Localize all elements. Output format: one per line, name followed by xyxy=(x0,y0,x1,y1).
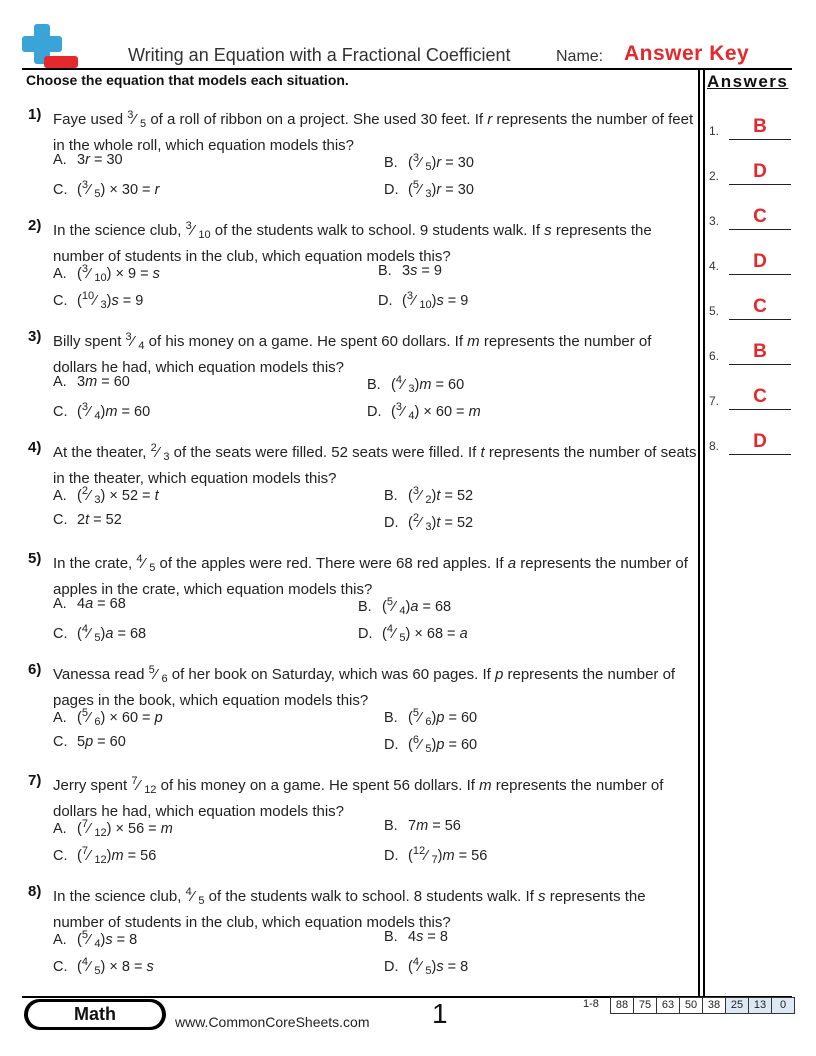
option-equation: ($^4$⁄ $_5$)a = 68 xyxy=(77,623,147,644)
option-label: A. xyxy=(53,266,67,282)
fraction: $^5$⁄ $_3$ xyxy=(412,179,432,200)
option-equation: ($^5$⁄ $_6$)p = 60 xyxy=(408,707,478,728)
score-cell: 88 xyxy=(611,998,634,1013)
answer-option xyxy=(384,929,448,945)
score-cell: 50 xyxy=(680,998,703,1013)
option-equation: ($^{12}$⁄ $_7$)m = 56 xyxy=(408,845,488,866)
option-equation: 4s = 8 xyxy=(408,929,448,945)
option-equation: ($^7$⁄ $_{12}$) × 56 = m xyxy=(77,818,173,839)
fraction: $^3$⁄ $_5$ xyxy=(127,109,147,130)
option-equation: ($^4$⁄ $_5$)s = 8 xyxy=(408,956,469,977)
answer-option xyxy=(53,845,156,866)
question-text: Jerry spent $^7$⁄ $_{12}$ of his money on a game. He spent 56 dollars. If m represents the number of dollars he had, which equation models this? xyxy=(53,775,664,820)
question-text: In the science club, $^3$⁄ $_{10}$ of the students walk to school. 9 students walk. If s represents the number of students in the club, which equation models this? xyxy=(53,220,652,265)
option-equation: ($^3$⁄ $_{10}$) × 9 = s xyxy=(77,263,160,284)
answer-option xyxy=(384,152,474,173)
fraction: $^3$⁄ $_5$ xyxy=(81,179,101,200)
option-equation: ($^{10}$⁄ $_3$)s = 9 xyxy=(77,290,144,311)
option-label: D. xyxy=(378,293,393,309)
answer-letter: D xyxy=(753,251,767,272)
option-label: C. xyxy=(53,626,68,642)
answer-row xyxy=(709,325,793,365)
option-equation: ($^3$⁄ $_2$)t = 52 xyxy=(408,485,474,506)
option-label: D. xyxy=(384,959,399,975)
answer-blank xyxy=(729,409,791,410)
answer-option xyxy=(384,179,474,200)
fraction: $^3$⁄ $_{10}$ xyxy=(185,220,211,241)
option-equation: 3m = 60 xyxy=(77,374,130,390)
subject-label: Math xyxy=(28,1002,162,1027)
option-label: C. xyxy=(53,293,68,309)
answer-option xyxy=(367,401,481,422)
fraction: $^5$⁄ $_6$ xyxy=(81,707,101,728)
option-label: B. xyxy=(384,929,398,945)
option-equation: ($^7$⁄ $_{12}$)m = 56 xyxy=(77,845,157,866)
sidebar-divider xyxy=(698,68,700,996)
option-equation: ($^4$⁄ $_3$)m = 60 xyxy=(391,374,465,395)
option-label: B. xyxy=(367,377,381,393)
answer-row xyxy=(709,370,793,410)
answer-option xyxy=(367,374,464,395)
option-label: C. xyxy=(53,404,68,420)
option-equation: ($^3$⁄ $_5$)r = 30 xyxy=(408,152,474,173)
fraction: $^2$⁄ $_3$ xyxy=(81,485,101,506)
answer-option xyxy=(378,290,468,311)
answer-option xyxy=(53,818,173,839)
option-equation: ($^5$⁄ $_6$) × 60 = p xyxy=(77,707,163,728)
option-label: B. xyxy=(384,488,398,504)
option-label: C. xyxy=(53,734,68,750)
option-label: D. xyxy=(384,182,399,198)
answer-row xyxy=(709,280,793,320)
answer-number: 8. xyxy=(709,439,720,453)
fraction: $^5$⁄ $_4$ xyxy=(386,596,406,617)
fraction: $^{12}$⁄ $_7$ xyxy=(412,845,438,866)
plus-minus-logo-icon xyxy=(22,24,80,70)
option-label: D. xyxy=(384,515,399,531)
answer-option xyxy=(384,818,461,834)
option-label: C. xyxy=(53,848,68,864)
option-label: A. xyxy=(53,596,67,612)
option-label: A. xyxy=(53,488,67,504)
fraction: $^4$⁄ $_5$ xyxy=(81,623,101,644)
option-label: C. xyxy=(53,182,68,198)
name-label: Name: xyxy=(556,48,604,65)
fraction: $^4$⁄ $_5$ xyxy=(185,886,205,907)
score-cell: 63 xyxy=(657,998,680,1013)
answer-letter: D xyxy=(753,431,767,452)
option-equation: ($^2$⁄ $_3$) × 52 = t xyxy=(77,485,159,506)
answer-blank xyxy=(729,274,791,275)
fraction: $^4$⁄ $_5$ xyxy=(412,956,432,977)
fraction: $^4$⁄ $_3$ xyxy=(395,374,415,395)
answer-row xyxy=(709,145,793,185)
fraction: $^2$⁄ $_3$ xyxy=(150,442,170,463)
fraction: $^7$⁄ $_{12}$ xyxy=(81,818,107,839)
question-number: 2) xyxy=(28,217,42,234)
score-cell: 25 xyxy=(726,998,749,1013)
answer-number: 1. xyxy=(709,124,720,138)
answer-option xyxy=(384,845,487,866)
fraction: $^3$⁄ $_2$ xyxy=(412,485,432,506)
option-label: D. xyxy=(358,626,373,642)
option-label: C. xyxy=(53,512,68,528)
question-text: Vanessa read $^5$⁄ $_6$ of her book on Saturday, which was 60 pages. If p represents the number of pages in the book, which equation models this? xyxy=(53,664,676,709)
answer-option xyxy=(384,485,473,506)
answer-option xyxy=(53,623,146,644)
option-equation: ($^4$⁄ $_5$) × 8 = s xyxy=(77,956,154,977)
fraction: $^2$⁄ $_3$ xyxy=(412,512,432,533)
answer-number: 4. xyxy=(709,259,720,273)
fraction: $^4$⁄ $_5$ xyxy=(386,623,406,644)
fraction: $^3$⁄ $_4$ xyxy=(125,331,145,352)
answer-option xyxy=(53,485,159,506)
option-label: B. xyxy=(358,599,372,615)
answer-option xyxy=(53,734,126,750)
option-equation: ($^5$⁄ $_4$)a = 68 xyxy=(382,596,452,617)
answer-letter: D xyxy=(753,161,767,182)
question-number: 8) xyxy=(28,883,42,900)
fraction: $^5$⁄ $_6$ xyxy=(412,707,432,728)
answer-row xyxy=(709,235,793,275)
fraction: $^3$⁄ $_{10}$ xyxy=(81,263,107,284)
answer-row xyxy=(709,190,793,230)
answer-option xyxy=(53,290,143,311)
question-number: 3) xyxy=(28,328,42,345)
answer-blank xyxy=(729,139,791,140)
answer-letter: B xyxy=(753,116,767,137)
answer-option xyxy=(384,512,473,533)
answer-option xyxy=(384,707,477,728)
option-equation: ($^3$⁄ $_4$) × 60 = m xyxy=(391,401,481,422)
answer-option xyxy=(53,401,150,422)
fraction: $^4$⁄ $_5$ xyxy=(136,553,156,574)
question-text: At the theater, $^2$⁄ $_3$ of the seats were filled. 52 seats were filled. If t represents the number of seats in the theater, which equation models this? xyxy=(53,442,697,487)
fraction: $^3$⁄ $_4$ xyxy=(81,401,101,422)
option-equation: ($^5$⁄ $_3$)r = 30 xyxy=(408,179,474,200)
option-equation: ($^5$⁄ $_4$)s = 8 xyxy=(77,929,138,950)
fraction: $^7$⁄ $_{12}$ xyxy=(131,775,157,796)
answer-option xyxy=(53,956,154,977)
answer-blank xyxy=(729,229,791,230)
option-label: D. xyxy=(367,404,382,420)
option-equation: ($^3$⁄ $_5$) × 30 = r xyxy=(77,179,160,200)
answer-key-label: Answer Key xyxy=(624,42,750,65)
answer-option xyxy=(358,623,468,644)
option-label: A. xyxy=(53,932,67,948)
fraction: $^3$⁄ $_{10}$ xyxy=(406,290,432,311)
score-cell: 13 xyxy=(749,998,772,1013)
answer-option xyxy=(53,263,160,284)
option-equation: 2t = 52 xyxy=(77,512,122,528)
option-equation: ($^3$⁄ $_{10}$)s = 9 xyxy=(402,290,469,311)
answer-number: 6. xyxy=(709,349,720,363)
question-number: 5) xyxy=(28,550,42,567)
question-text: Billy spent $^3$⁄ $_4$ of his money on a game. He spent 60 dollars. If m represents the number of dollars he had, which equation models this? xyxy=(53,331,652,376)
question-number: 6) xyxy=(28,661,42,678)
answer-option xyxy=(53,512,122,528)
question-text: Faye used $^3$⁄ $_5$ of a roll of ribbon on a project. She used 30 feet. If r represents the number of feet in the whole roll, which equation models this? xyxy=(53,109,694,154)
answer-number: 3. xyxy=(709,214,720,228)
question-number: 1) xyxy=(28,106,42,123)
option-label: B. xyxy=(384,818,398,834)
option-equation: 5p = 60 xyxy=(77,734,126,750)
answer-row xyxy=(709,100,793,140)
answer-blank xyxy=(729,319,791,320)
score-cell: 38 xyxy=(703,998,726,1013)
answer-number: 5. xyxy=(709,304,720,318)
option-label: A. xyxy=(53,710,67,726)
answer-option xyxy=(53,596,126,612)
option-label: D. xyxy=(384,848,399,864)
option-label: C. xyxy=(53,959,68,975)
option-equation: ($^3$⁄ $_4$)m = 60 xyxy=(77,401,151,422)
answer-blank xyxy=(729,184,791,185)
answer-row xyxy=(709,415,793,455)
answer-option xyxy=(53,152,123,168)
fraction: $^7$⁄ $_{12}$ xyxy=(81,845,107,866)
fraction: $^5$⁄ $_6$ xyxy=(148,664,168,685)
option-label: A. xyxy=(53,374,67,390)
answer-option xyxy=(384,734,477,755)
option-equation: 4a = 68 xyxy=(77,596,126,612)
option-label: B. xyxy=(384,155,398,171)
fraction: $^3$⁄ $_4$ xyxy=(395,401,415,422)
score-cell: 75 xyxy=(634,998,657,1013)
option-label: A. xyxy=(53,821,67,837)
answer-option xyxy=(53,374,130,390)
option-label: D. xyxy=(384,737,399,753)
question-text: In the science club, $^4$⁄ $_5$ of the students walk to school. 8 students walk. If s represents the number of students in the club, which equation models this? xyxy=(53,886,646,931)
option-equation: 3s = 9 xyxy=(402,263,442,279)
option-equation: 7m = 56 xyxy=(408,818,461,834)
question-number: 7) xyxy=(28,772,42,789)
instructions: Choose the equation that models each situation. xyxy=(26,72,349,88)
answer-option xyxy=(53,929,137,950)
score-cell: 0 xyxy=(772,998,794,1013)
option-label: B. xyxy=(384,710,398,726)
option-label: B. xyxy=(378,263,392,279)
answers-heading: Answers xyxy=(707,72,789,91)
page-number: 1 xyxy=(432,998,448,1029)
answer-blank xyxy=(729,364,791,365)
score-range-label: 1-8 xyxy=(583,998,599,1010)
answer-letter: B xyxy=(753,341,767,362)
question-number: 4) xyxy=(28,439,42,456)
answer-number: 2. xyxy=(709,169,720,183)
answer-letter: C xyxy=(753,206,767,227)
answer-option xyxy=(53,179,159,200)
fraction: $^{10}$⁄ $_3$ xyxy=(81,290,107,311)
worksheet-title: Writing an Equation with a Fractional Coefficient xyxy=(128,45,511,65)
answer-option xyxy=(358,596,451,617)
answer-blank xyxy=(729,454,791,455)
option-label: A. xyxy=(53,152,67,168)
fraction: $^3$⁄ $_5$ xyxy=(412,152,432,173)
answer-option xyxy=(378,263,442,279)
question-text: In the crate, $^4$⁄ $_5$ of the apples were red. There were 68 red apples. If a represents the number of apples in the crate, which equation models this? xyxy=(53,553,688,598)
answer-letter: C xyxy=(753,296,767,317)
sidebar-divider xyxy=(703,68,705,996)
option-equation: 3r = 30 xyxy=(77,152,123,168)
fraction: $^6$⁄ $_5$ xyxy=(412,734,432,755)
answer-number: 7. xyxy=(709,394,720,408)
score-table xyxy=(610,997,795,1014)
option-equation: ($^4$⁄ $_5$) × 68 = a xyxy=(382,623,468,644)
answer-option xyxy=(384,956,468,977)
fraction: $^5$⁄ $_4$ xyxy=(81,929,101,950)
answer-option xyxy=(53,707,163,728)
answer-letter: C xyxy=(753,386,767,407)
fraction: $^4$⁄ $_5$ xyxy=(81,956,101,977)
header-divider xyxy=(22,68,792,70)
website-link[interactable]: www.CommonCoreSheets.com xyxy=(175,1014,370,1030)
option-equation: ($^2$⁄ $_3$)t = 52 xyxy=(408,512,474,533)
option-equation: ($^6$⁄ $_5$)p = 60 xyxy=(408,734,478,755)
